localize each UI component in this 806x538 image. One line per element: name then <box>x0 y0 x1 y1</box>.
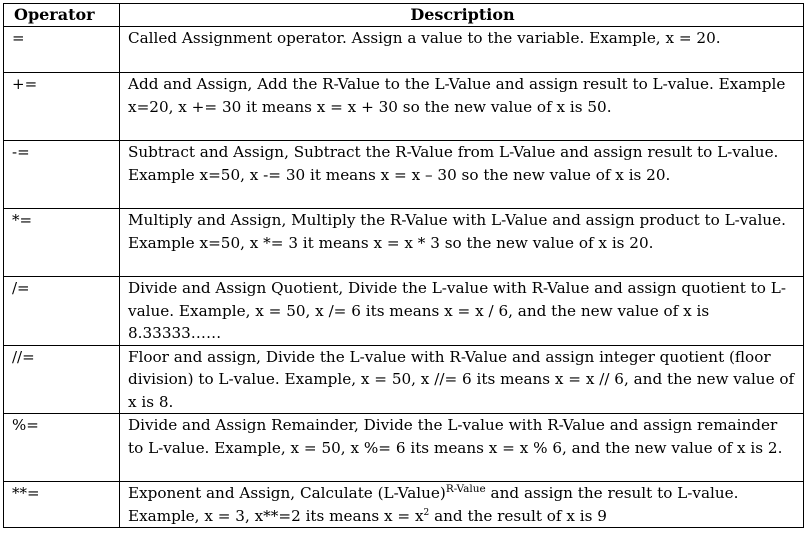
header-description: Description <box>120 4 804 27</box>
table-row <box>4 209 804 277</box>
superscript-exponent: 2 <box>423 507 430 518</box>
description-cell: Add and Assign, Add the R-Value to the L-Value and assign result to L-value. Example x=20, x += 30 it means x = x + 30 so the new value of x is 50. <box>120 73 804 141</box>
superscript-r-value: R-Value <box>445 483 486 495</box>
header-row <box>4 4 804 27</box>
description-cell <box>120 482 804 528</box>
table-row <box>4 141 804 209</box>
operators-table <box>3 3 804 528</box>
header-operator: Operator <box>4 4 120 27</box>
table-row <box>4 482 804 528</box>
operator-cell: /= <box>4 277 120 346</box>
description-cell: Divide and Assign Remainder, Divide the L-value with R-Value and assign remainder to L-value. Example, x = 50, x %= 6 its means x = x % 6, and the new value of x is 2. <box>120 414 804 482</box>
operator-cell: //= <box>4 345 120 414</box>
table-row <box>4 27 804 73</box>
operator-cell: **= <box>4 482 120 528</box>
operator-cell: += <box>4 73 120 141</box>
description-cell: Divide and Assign Quotient, Divide the L-value with R-Value and assign quotient to L-value. Example, x = 50, x /= 6 its means x = x / 6, and the new value of x is 8.33333…… <box>120 277 804 346</box>
table-row <box>4 73 804 141</box>
table-row <box>4 277 804 346</box>
operator-cell: = <box>4 27 120 73</box>
description-text: and the result of x is 9 <box>429 506 607 525</box>
description-text: Exponent and Assign, Calculate (L-Value) <box>128 484 446 502</box>
description-cell: Multiply and Assign, Multiply the R-Value with L-Value and assign product to L-value. Example x=50, x *= 3 it means x = x * 3 so the new value of x is 20. <box>120 209 804 277</box>
description-cell: Subtract and Assign, Subtract the R-Value from L-Value and assign result to L-value. Example x=50, x -= 30 it means x = x – 30 so the new value of x is 20. <box>120 141 804 209</box>
operator-cell: %= <box>4 414 120 482</box>
table-row <box>4 345 804 414</box>
description-cell: Floor and assign, Divide the L-value with R-Value and assign integer quotient (floor division) to L-value. Example, x = 50, x //= 6 its means x = x // 6, and the new value of x is 8. <box>120 345 804 414</box>
description-text: and assign the result to L-value. Example, x = 3, x**=2 its means x = x <box>128 484 739 525</box>
operator-cell: *= <box>4 209 120 277</box>
operator-cell: -= <box>4 141 120 209</box>
table-row <box>4 414 804 482</box>
description-cell: Called Assignment operator. Assign a value to the variable. Example, x = 20. <box>120 27 804 73</box>
